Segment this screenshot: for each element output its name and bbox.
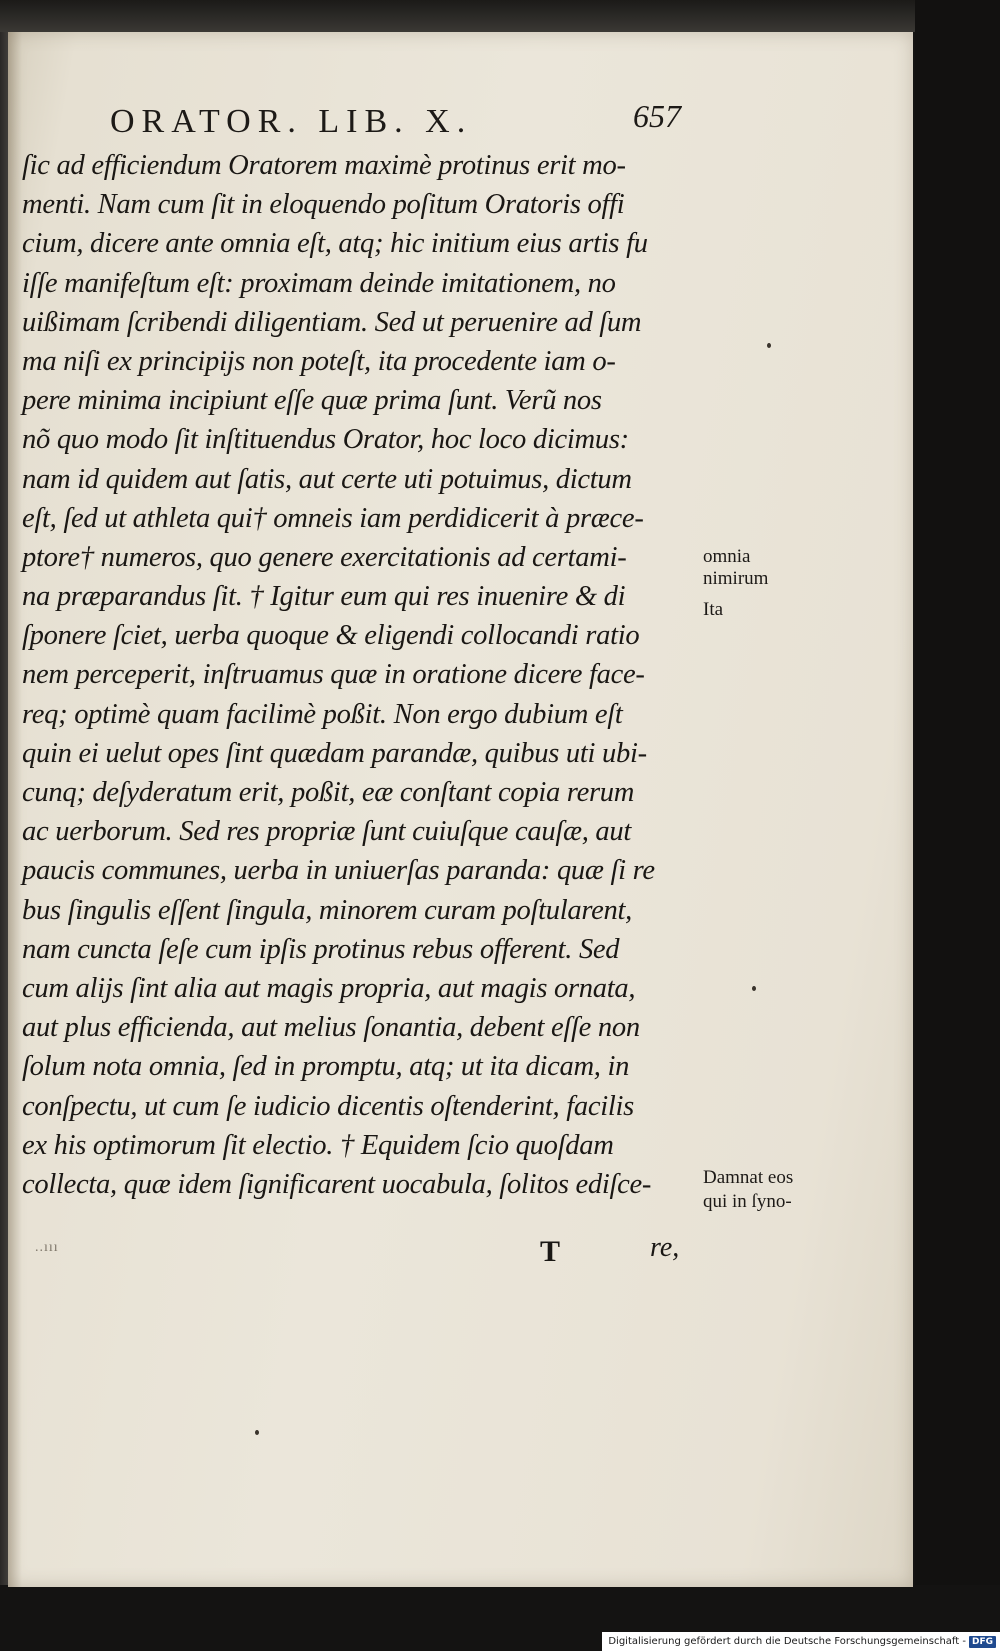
text-line: bus ſingulis eſſent ſingula, minorem curam poſtularent,	[22, 893, 633, 926]
funding-credit-text: Digitalisierung gefördert durch die Deutsche Forschungsgemeinschaft -	[608, 1636, 966, 1647]
margin-note: qui in ſyno-	[703, 1190, 792, 1212]
ink-speck	[752, 986, 756, 991]
text-line: collecta, quæ idem ſignificarent uocabula, ſolitos ediſce-	[22, 1167, 652, 1200]
digitization-credit-bar	[602, 1632, 1000, 1651]
text-line: ac uerborum. Sed res propriæ ſunt cuiuſque cauſæ, aut	[22, 815, 632, 848]
text-line: cunq; deſyderatum erit, poßit, eæ conſtant copia rerum	[22, 776, 635, 808]
margin-note: Ita	[703, 598, 724, 620]
text-line: ſponere ſciet, uerba quoque & eligendi collocandi ratio	[22, 619, 640, 652]
text-line: menti. Nam cum ſit in eloquendo poſitum Oratoris offi	[22, 188, 625, 221]
text-line: nam id quidem aut ſatis, aut certe uti potuimus, dictum	[22, 462, 632, 495]
text-line: cum alijs ſint alia aut magis propria, aut magis ornata,	[22, 971, 636, 1004]
text-line: nam cuncta ſeſe cum ipſis protinus rebus offerent. Sed	[22, 932, 620, 965]
text-line: nõ quo modo ſit inſtituendus Orator, hoc loco dicimus:	[22, 423, 629, 456]
ink-speck	[255, 1430, 259, 1435]
text-line: uißimam ſcribendi diligentiam. Sed ut peruenire ad ſum	[22, 305, 642, 338]
text-line: ſic ad efficiendum Oratorem maximè protinus erit mo-	[22, 149, 626, 181]
margin-note: nimirum	[703, 567, 769, 589]
page-number: 657	[633, 98, 681, 134]
margin-note: Damnat eos	[703, 1167, 794, 1189]
ink-speck	[767, 343, 771, 348]
text-line: req; optimè quam facilimè poßit. Non ergo dubium eſt	[22, 697, 623, 730]
signature-mark: T	[540, 1235, 561, 1268]
text-line: eſt, ſed ut athleta qui† omneis iam perdidicerit à præce-	[22, 501, 644, 534]
margin-note: omnia	[703, 546, 751, 567]
text-line: ex his optimorum ſit electio. † Equidem ſcio quoſdam	[22, 1128, 614, 1161]
text-line: ma niſi ex principijs non poteſt, ita procedente iam o-	[22, 344, 616, 377]
dfg-logo: DFG	[969, 1636, 996, 1648]
text-line: cium, dicere ante omnia eſt, atq; hic initium eius artis fu	[22, 227, 648, 260]
text-line: ſolum nota omnia, ſed in promptu, atq; ut ita dicam, in	[22, 1050, 630, 1083]
text-line: nem perceperit, inſtruamus quæ in oratione dicere face-	[22, 658, 645, 691]
text-line: iſſe manifeſtum eſt: proximam deinde imitationem, no	[22, 266, 616, 299]
text-line: paucis communes, uerba in uniuerſas paranda: quæ ſi re	[22, 854, 655, 887]
text-line: pere minima incipiunt eſſe quæ prima ſunt. Verũ nos	[22, 384, 602, 417]
running-head: ORATOR. LIB. X.	[110, 103, 473, 140]
text-line: conſpectu, ut cum ſe iudicio dicentis oſtenderint, facilis	[22, 1089, 634, 1122]
catchword: re,	[650, 1232, 680, 1263]
text-line: quin ei uelut opes ſint quædam parandæ, quibus uti ubi-	[22, 736, 647, 769]
text-line: ptore† numeros, quo genere exercitationis ad certami-	[22, 540, 627, 573]
text-line: na præparandus ſit. † Igitur eum qui res inuenire & di	[22, 580, 626, 613]
faint-marks: ..ııı	[35, 1240, 59, 1255]
text-line: aut plus efficienda, aut melius ſonantia, debent eſſe non	[22, 1011, 640, 1044]
